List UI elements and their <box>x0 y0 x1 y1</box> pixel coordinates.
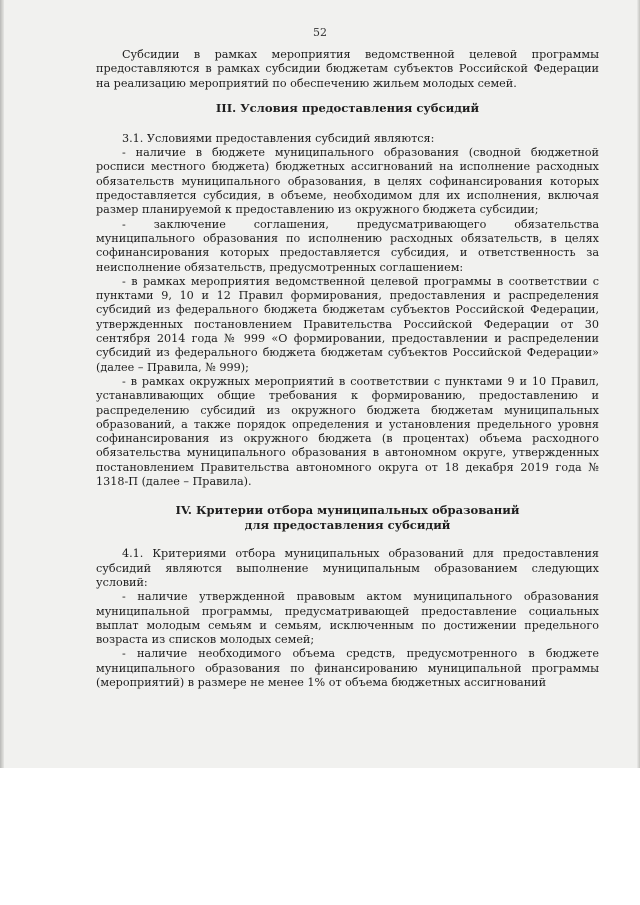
paragraph-3-1: 3.1. Условиями предоставления субсидий являются: <box>122 131 435 145</box>
section-4-heading-line-1: IV. Критерии отбора муниципальных образований <box>175 503 520 518</box>
section-3-heading: III. Условия предоставления субсидий <box>215 100 480 115</box>
paragraph-3-1-d: - в рамках окружных мероприятий в соответствии с пунктами 9 и 10 Правил, устанавливающих общие требования к формированию, предоставлению и распределению субсидий из окружного бюджета бюджетам муниципальных образований, а также порядок определения и установления предельного уровня софинансирования из окружного бюджета (в процентах) объема расходного обязательства муниципального образования в автономном округе, утвержденных постановлением Правительства автономного округа от 18 декабря 2019 года № 1318-П (далее – Правила). <box>96 374 599 489</box>
paragraph-4-1: 4.1. Критериями отбора муниципальных образований для предоставления субсидий являются выполнение муниципальным образованием следующих условий: <box>96 547 599 589</box>
intro-paragraph: Субсидии в рамках мероприятия ведомственной целевой программы предоставляются в рамках субсидии бюджетам субъектов Российской Федерации на реализацию мероприятий по обеспечению жильем молодых семей. <box>96 48 599 90</box>
paragraph-4-1-a: - наличие утвержденной правовым актом муниципального образования муниципальной программы, предусматривающей предоставление социальных выплат молодым семьям и семьям, исключенным по достижении предельного возраста из списков молодых семей; <box>96 590 599 647</box>
paragraph-3-1-a: - наличие в бюджете муниципального образования (сводной бюджетной росписи местного бюджета) бюджетных ассигнований на исполнение расходных обязательств муниципального образования, в целях софинансирования которых предоставляется субсидия, в объеме, необходимом для их исполнения, включая размер планируемой к предоставлению из окружного бюджета субсидии; <box>96 146 599 217</box>
page-number: 52 <box>313 26 327 39</box>
section-4-heading-line-2: для предоставления субсидий <box>244 518 451 533</box>
paragraph-3-1-b: - заключение соглашения, предусматривающего обязательства муниципального образования по исполнению расходных обязательств, в целях софинансирования которых предоставляется субсидия, и ответственность за неисполнение обязательств, предусмотренных соглашением: <box>96 217 599 274</box>
scan-shadow-left <box>0 0 4 768</box>
paragraph-3-1-c: - в рамках мероприятия ведомственной целевой программы в соответствии с пунктами 9, 10 и 12 Правил формирования, предоставления и распределения субсидий из федерального бюджета бюджетам субъектов Российской Федерации, утвержденных постановлением Правительства Российской Федерации от 30 сентября 2014 года № 999 «О формировании, предоставлении и распределении субсидий из федерального бюджета бюджетам субъектов Российской Федерации» (далее – Правила, № 999); <box>96 274 599 374</box>
paragraph-4-1-b: - наличие необходимого объема средств, предусмотренного в бюджете муниципального образования по финансированию муниципальной программы (мероприятий) в размере не менее 1% от объема бюджетных ассигнований <box>96 647 599 689</box>
document-body <box>96 48 599 690</box>
section-4-heading <box>96 503 599 533</box>
